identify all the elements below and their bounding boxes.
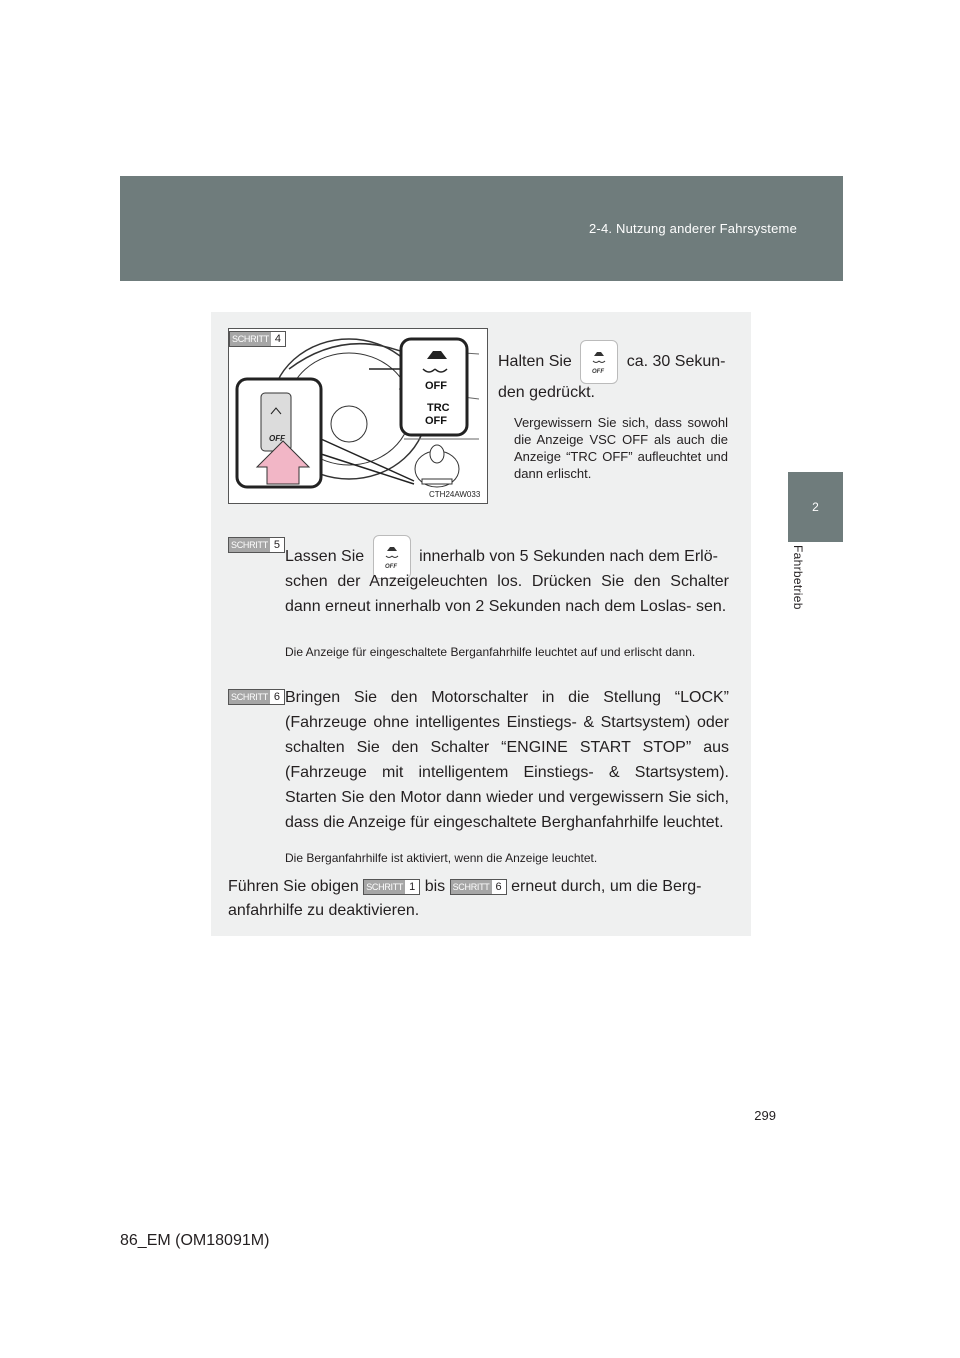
indicator-off2-label: OFF xyxy=(425,415,447,427)
step-badge-5 xyxy=(228,537,285,553)
step-badge-6 xyxy=(228,689,285,705)
page-number: 299 xyxy=(754,1108,776,1123)
step-number: 1 xyxy=(409,880,416,893)
section-title: 2-4. Nutzung anderer Fahrsysteme xyxy=(589,221,797,236)
step-word: SCHRITT xyxy=(452,881,490,892)
closing-text-a: Führen Sie obigen xyxy=(228,878,359,895)
step-word: SCHRITT xyxy=(232,334,269,344)
step5-text-c: schen der Anzeigeleuchten los. Drücken Sie den Schalter dann erneut innerhalb von 2 Sekunden nach dem Loslas- sen. xyxy=(285,573,729,615)
closing-text-b: bis xyxy=(424,878,446,895)
vsc-off-button-icon xyxy=(580,340,618,384)
step-number: 4 xyxy=(274,333,282,345)
step-number: 5 xyxy=(273,539,281,551)
step-word: SCHRITT xyxy=(231,540,268,550)
svg-text:OFF: OFF xyxy=(384,564,397,570)
step5-note: Die Anzeige für eingeschaltete Berganfahrhilfe leuchtet auf und erlischt dann. xyxy=(285,645,696,659)
step-word: SCHRITT xyxy=(366,881,404,892)
step4-line1 xyxy=(498,340,738,384)
step-badge-6-ref xyxy=(450,879,507,895)
document-code: 86_EM (OM18091M) xyxy=(120,1232,270,1249)
svg-text:OFF: OFF xyxy=(592,369,605,375)
closing-line1 xyxy=(228,874,728,899)
closing-text-c: erneut durch, um die Berg- xyxy=(511,878,702,895)
step-badge-4 xyxy=(229,331,286,347)
step-badge-1 xyxy=(363,879,420,895)
step-number: 6 xyxy=(495,880,502,893)
indicator-trc-label: TRC xyxy=(427,402,450,414)
step5-text-b: innerhalb von 5 Sekunden nach dem Erlö- xyxy=(419,548,718,566)
figure-code: CTH24AW033 xyxy=(429,490,481,499)
step5-text-a: Lassen Sie xyxy=(285,548,365,566)
step4-text-a: Halten Sie xyxy=(498,353,572,371)
chapter-label: Fahrbetrieb xyxy=(791,545,805,610)
dashboard-figure xyxy=(228,328,488,504)
closing-text-d: anfahrhilfe zu deaktivieren. xyxy=(228,902,420,919)
header-band xyxy=(120,176,843,281)
step-word: SCHRITT xyxy=(231,692,268,702)
step6-text: Bringen Sie den Motorschalter in die Stellung “LOCK” (Fahrzeuge ohne intelligentes Einstiegs- & Startsystem) oder schalten Sie den Schalter “ENGINE START STOP” aus (Fahrzeuge mit intelligentem Einstiegs- & Startsystem). Starten Sie den Motor dann wieder und vergewissern Sie sich, dass die Anzeige für eingeschaltete Berghanfahrhilfe leuchtet. xyxy=(285,689,729,831)
button-off-label: OFF xyxy=(269,434,285,443)
step4-note: Vergewissern Sie sich, dass sowohl die Anzeige VSC OFF als auch die Anzeige “TRC OFF” aufleuchtet und dann erlischt. xyxy=(514,415,728,481)
indicator-off-label: OFF xyxy=(425,380,447,392)
step6-note: Die Berganfahrhilfe ist aktiviert, wenn die Anzeige leuchtet. xyxy=(285,851,598,865)
step-number: 6 xyxy=(273,691,281,703)
chapter-tab: 2 xyxy=(788,472,843,542)
step4-text-b: ca. 30 Sekun- xyxy=(626,353,726,371)
step4-text-c: den gedrückt. xyxy=(498,384,595,401)
